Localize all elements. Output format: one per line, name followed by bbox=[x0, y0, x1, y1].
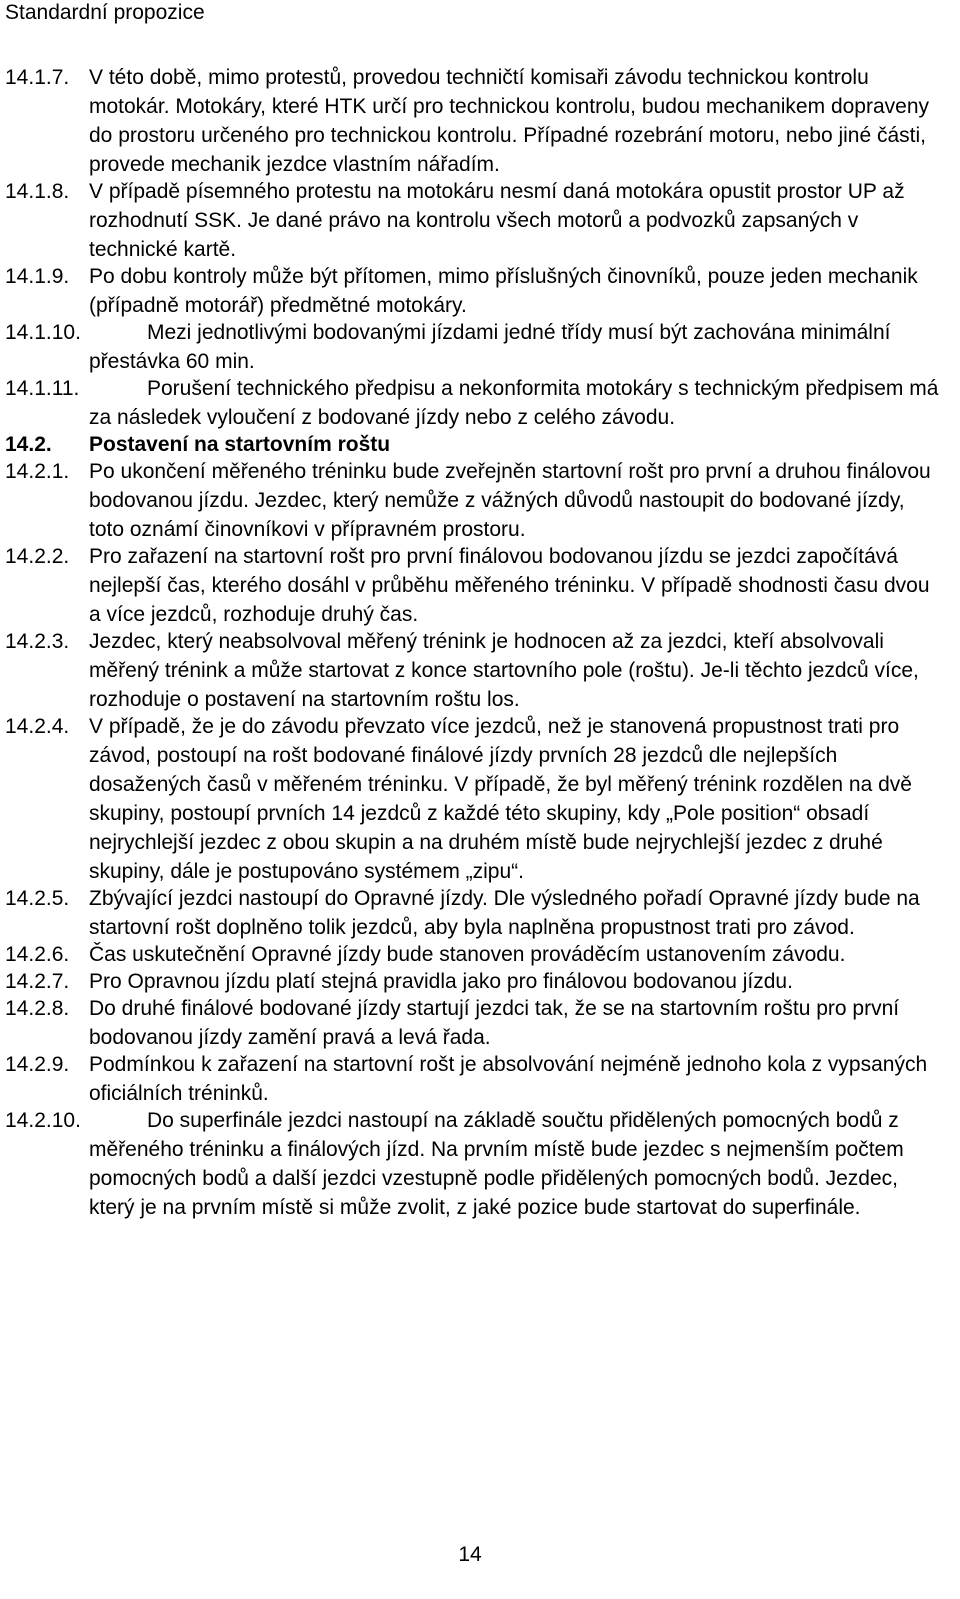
paragraph-number: 14.1.11. bbox=[5, 377, 80, 400]
paragraph-text: V případě, že je do závodu převzato více jezdců, než je stanovená propustnost trati pro závod, postoupí na rošt bodované finálové jízdy prvních 28 jezdců dle nejlepších dosažených časů v měřeném tréninku. V případě, že byl měřený trénink rozdělen na dvě skupiny, postoupí prvních 14 jezdců z každé této skupiny, kdy „Pole position“ obsadí nejrychlejší jezdec z obou skupin a na druhém místě bude nejrychlejší jezdec z druhé skupiny, dále je postupováno systémem „zipu“. bbox=[89, 715, 912, 883]
paragraph-text: Pro Opravnou jízdu platí stejná pravidla jako pro finálovou bodovanou jízdu. bbox=[89, 970, 793, 993]
section-number: 14.2. bbox=[5, 433, 52, 456]
paragraph-number: 14.2.3. bbox=[5, 630, 70, 653]
paragraph-number: 14.2.4. bbox=[5, 715, 70, 738]
paragraph-number: 14.2.5. bbox=[5, 887, 70, 910]
page-number: 14 bbox=[458, 1543, 482, 1566]
paragraph-text: Jezdec, který neabsolvoval měřený trénink je hodnocen až za jezdci, kteří absolvovali měřený trénink a může startovat z konce startovního pole (roštu). Je-li těchto jezdců více, rozhoduje o postavení na startovním roštu los. bbox=[89, 630, 919, 711]
paragraph-14-2-9 bbox=[5, 1050, 945, 1108]
paragraph-14-2-2 bbox=[5, 542, 945, 629]
paragraph-text: V případě písemného protestu na motokáru nesmí daná motokára opustit prostor UP až rozhodnutí SSK. Je dané právo na kontrolu všech motorů a podvozků zapsaných v technické kartě. bbox=[89, 180, 905, 261]
paragraph-14-2-3 bbox=[5, 627, 945, 714]
paragraph-number: 14.2.8. bbox=[5, 997, 70, 1020]
paragraph-14-1-7 bbox=[5, 63, 945, 179]
paragraph-text: Podmínkou k zařazení na startovní rošt je absolvování nejméně jednoho kola z vypsaných oficiálních tréninků. bbox=[89, 1053, 928, 1105]
paragraph-text: Čas uskutečnění Opravné jízdy bude stanoven prováděcím ustanovením závodu. bbox=[89, 943, 846, 966]
paragraph-14-2-1 bbox=[5, 457, 945, 544]
document-body bbox=[5, 63, 945, 1220]
section-title: Postavení na startovním roštu bbox=[89, 433, 391, 456]
paragraph-number: 14.2.1. bbox=[5, 460, 70, 483]
paragraph-14-1-9 bbox=[5, 262, 945, 320]
paragraph-text: Mezi jednotlivými bodovanými jízdami jedné třídy musí být zachována minimální přestávka 60 min. bbox=[89, 321, 891, 373]
paragraph-number: 14.1.8. bbox=[5, 180, 70, 203]
paragraph-14-2-6 bbox=[5, 940, 945, 969]
paragraph-14-1-8 bbox=[5, 177, 945, 264]
paragraph-14-1-11 bbox=[5, 374, 945, 432]
paragraph-text: V této době, mimo protestů, provedou techničtí komisaři závodu technickou kontrolu motokár. Motokáry, které HTK určí pro technickou kontrolu, budou mechanikem dopraveny do prostoru určeného pro technickou kontrolu. Případné rozebrání motoru, nebo jiné části, provede mechanik jezdce vlastním nářadím. bbox=[89, 66, 930, 176]
paragraph-14-2-7 bbox=[5, 967, 945, 996]
paragraph-number: 14.2.6. bbox=[5, 943, 70, 966]
section-heading-14-2 bbox=[5, 430, 945, 459]
paragraph-text: Do druhé finálové bodované jízdy startují jezdci tak, že se na startovním roštu pro první bodovanou jízdy zamění pravá a levá řada. bbox=[89, 997, 900, 1049]
paragraph-number: 14.1.9. bbox=[5, 265, 70, 288]
paragraph-number: 14.1.10. bbox=[5, 321, 81, 344]
paragraph-text: Do superfinále jezdci nastoupí na základě součtu přidělených pomocných bodů z měřeného tréninku a finálových jízd. Na prvním místě bude jezdec s nejmenším počtem pomocných bodů a další jezdci vzestupně podle přidělených pomocných bodů. Jezdec, který je na prvním místě si může zvolit, z jaké pozice bude startovat do superfinále. bbox=[89, 1109, 904, 1219]
paragraph-text: Porušení technického předpisu a nekonformita motokáry s technickým předpisem má za následek vyloučení z bodované jízdy nebo z celého závodu. bbox=[89, 377, 939, 429]
paragraph-text: Pro zařazení na startovní rošt pro první finálovou bodovanou jízdu se jezdci započítává nejlepší čas, kterého dosáhl v průběhu měřeného tréninku. V případě shodnosti času dvou a více jezdců, rozhoduje druhý čas. bbox=[89, 545, 930, 626]
paragraph-14-2-4 bbox=[5, 712, 945, 886]
paragraph-number: 14.2.9. bbox=[5, 1053, 70, 1076]
paragraph-number: 14.2.10. bbox=[5, 1109, 81, 1132]
paragraph-14-2-5 bbox=[5, 884, 945, 942]
paragraph-text: Po dobu kontroly může být přítomen, mimo příslušných činovníků, pouze jeden mechanik (případně motorář) předmětné motokáry. bbox=[89, 265, 918, 317]
paragraph-14-2-10 bbox=[5, 1106, 945, 1222]
paragraph-number: 14.2.7. bbox=[5, 970, 70, 993]
paragraph-14-1-10 bbox=[5, 318, 945, 376]
paragraph-text: Po ukončení měřeného tréninku bude zveřejněn startovní rošt pro první a druhou finálovou bodovanou jízdu. Jezdec, který nemůže z vážných důvodů nastoupit do bodované jízdy, toto oznámí činovníkovi v přípravném prostoru. bbox=[89, 460, 931, 541]
paragraph-number: 14.2.2. bbox=[5, 545, 70, 568]
paragraph-14-2-8 bbox=[5, 994, 945, 1052]
page-header: Standardní propozice bbox=[5, 1, 205, 24]
paragraph-text: Zbývající jezdci nastoupí do Opravné jízdy. Dle výsledného pořadí Opravné jízdy bude na startovní rošt doplněno tolik jezdců, aby byla naplněna propustnost trati pro závod. bbox=[89, 887, 920, 939]
paragraph-number: 14.1.7. bbox=[5, 66, 70, 89]
